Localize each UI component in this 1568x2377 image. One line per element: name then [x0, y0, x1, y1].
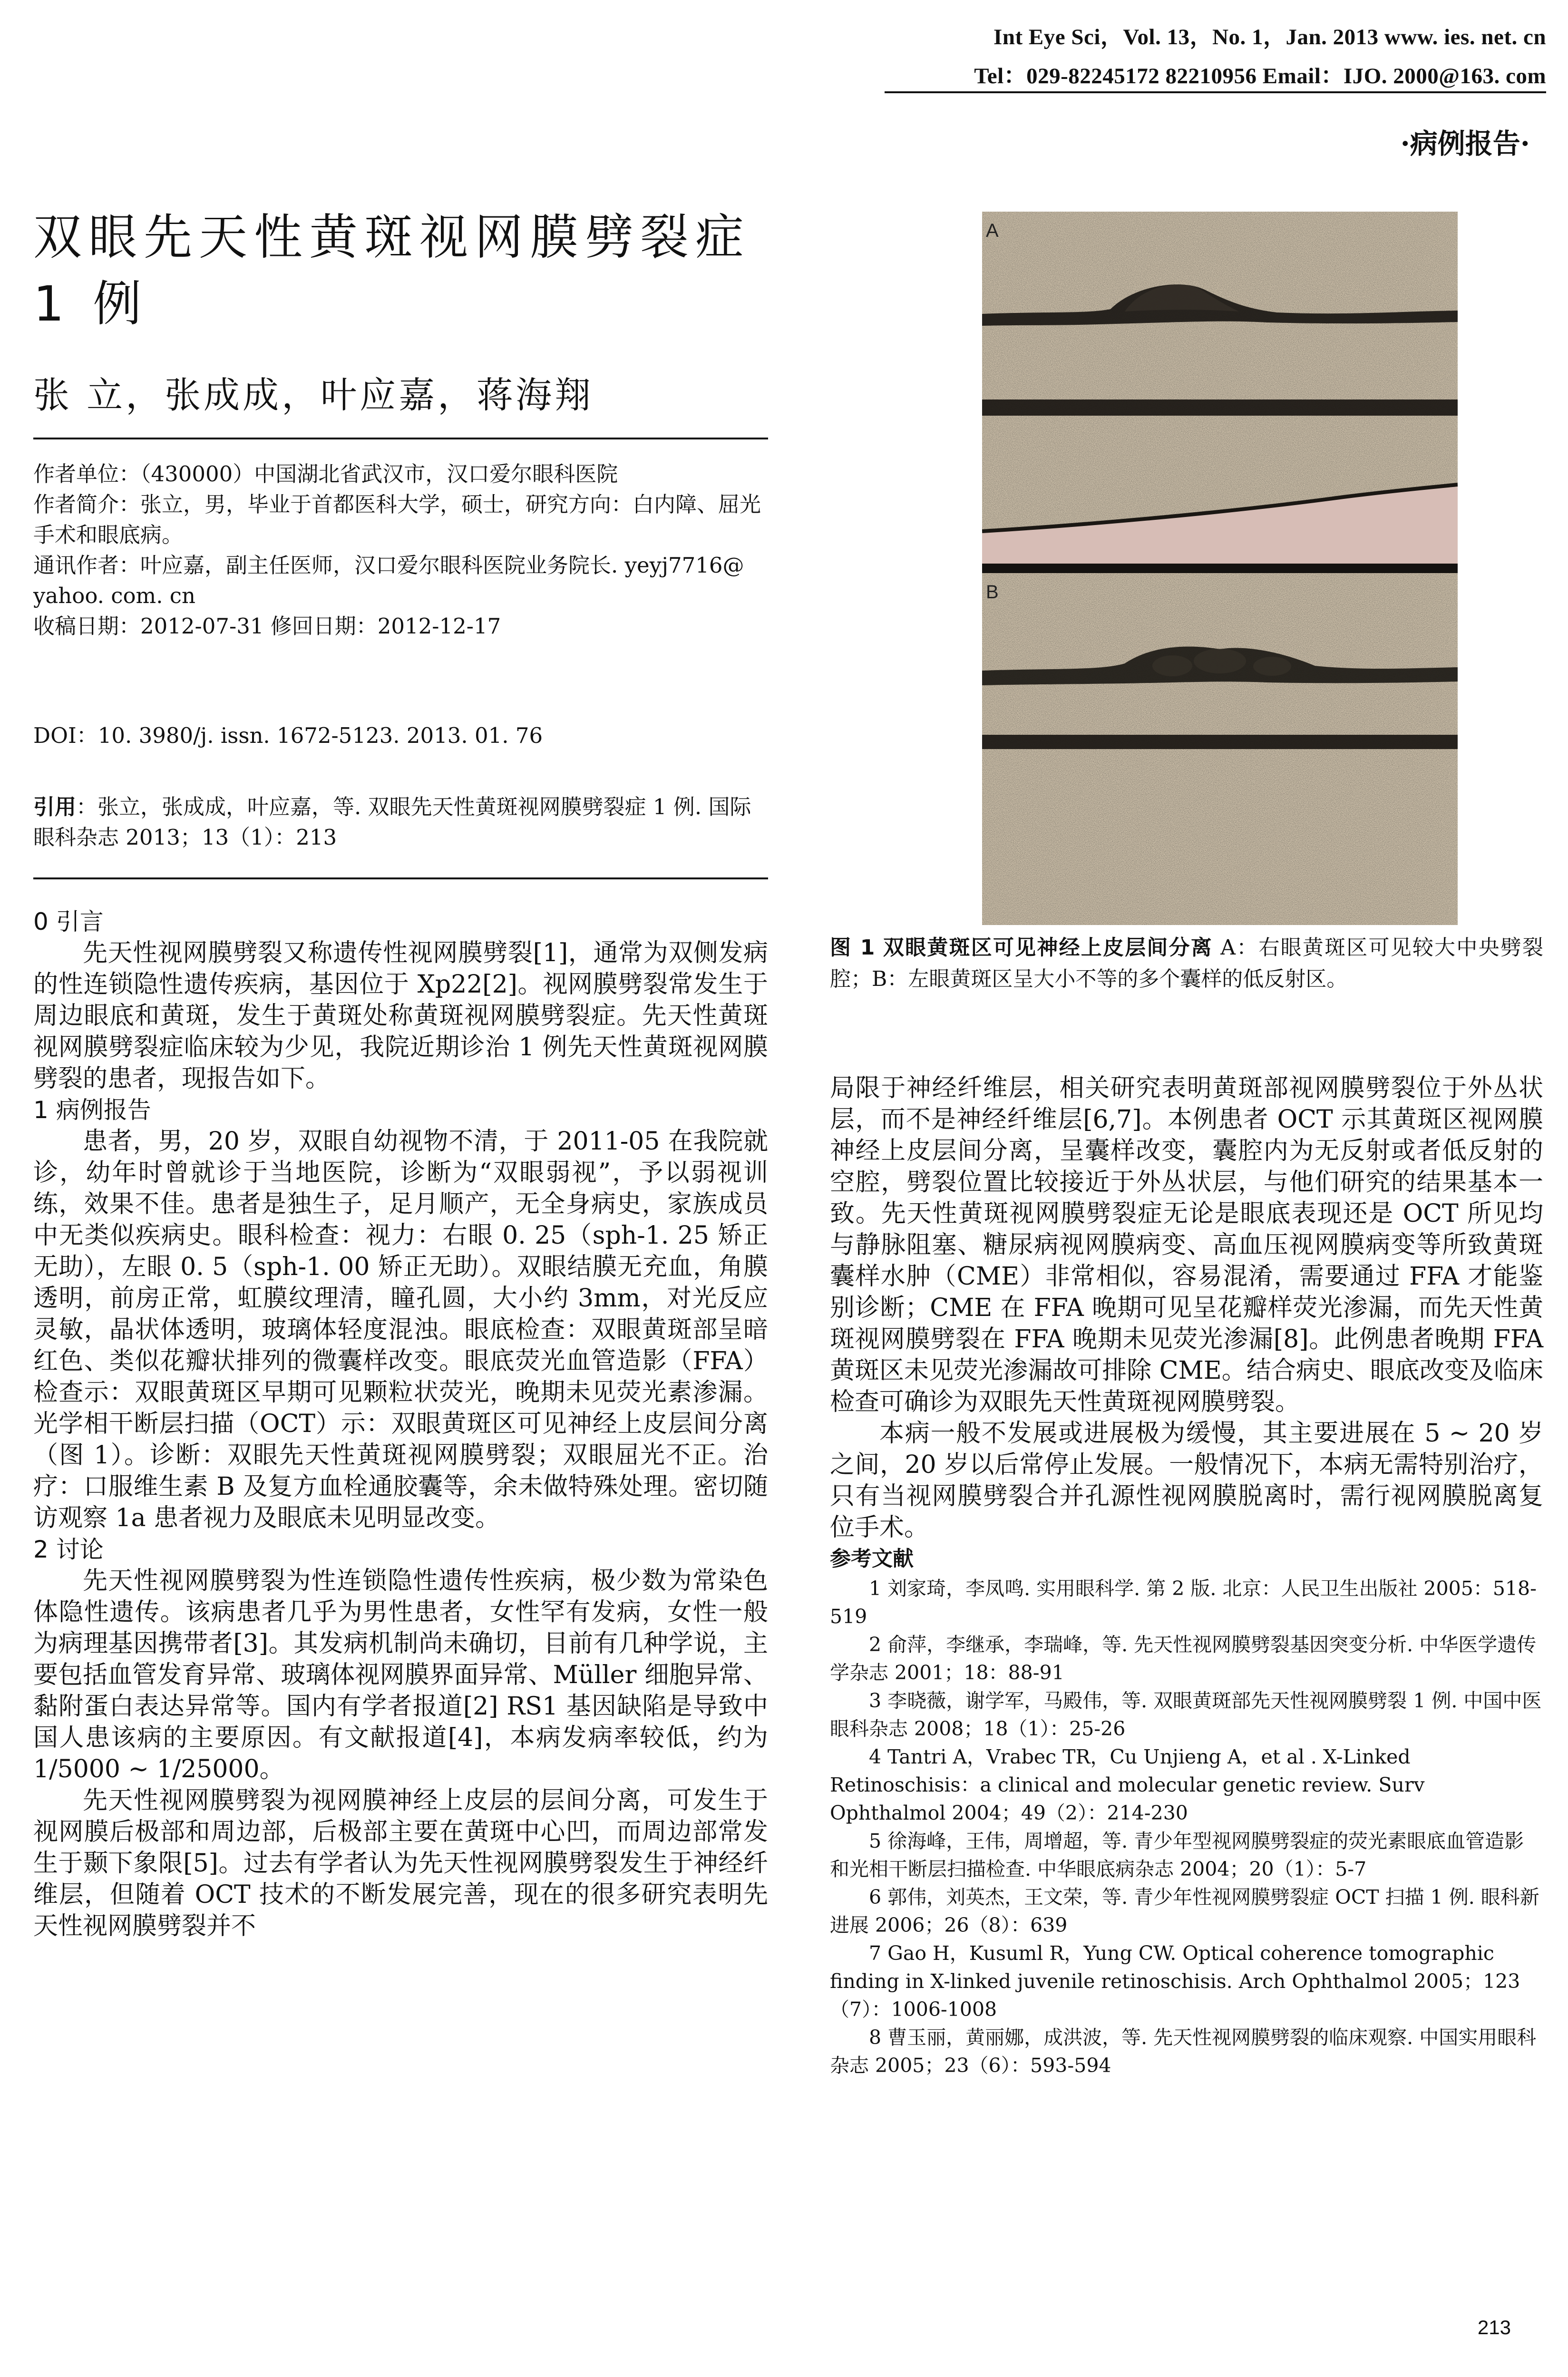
- oct-scan-a-image: [982, 212, 1458, 564]
- citation-text: ：张立，张成成，叶应嘉，等. 双眼先天性黄斑视网膜劈裂症 1 例. 国际眼科杂志 2013；13（1）：213: [33, 794, 751, 850]
- heading-case-report: 1 病例报告: [33, 1096, 151, 1124]
- page-number: 213: [1477, 2316, 1511, 2338]
- citation-label: 引用: [33, 794, 77, 819]
- figure-caption-text: A：右眼黄斑区可见较大中央劈裂腔；B：左眼黄斑区呈大小不等的多个囊样的低反射区。: [830, 935, 1543, 991]
- reference-item: 4 Tantri A，Vrabec TR，Cu Unjieng A，et al . X-Linked Retinoschisis：a clinical and molecular genetic review. Surv Ophthalmol 2004；49（2）：214-230: [830, 1745, 1425, 1824]
- panel-a-label: A: [986, 220, 999, 241]
- reference-item: 8 曹玉丽，黄丽娜，成洪波，等. 先天性视网膜劈裂的临床观察. 中国实用眼科杂志 2005；23（6）：593-594: [830, 2026, 1537, 2077]
- discussion-paragraph-1: 先天性视网膜劈裂为性连锁隐性遗传性疾病，极少数为常染色体隐性遗传。该病患者几乎为男性患者，女性罕有发病，女性一般为病理基因携带者[3]。其发病机制尚未确切，目前有几种学说，主要包括血管发育异常、玻璃体视网膜界面异常、Müller 细胞异常、黏附蛋白表达异常等。国内有学者报道[2] RS1 基因缺陷是导致中国人患该病的主要原因。有文献报道[4]，本病发病率较低，约为 1/5000 ~ 1/25000。: [33, 1567, 768, 1783]
- figure-caption-label: 图 1 双眼黄斑区可见神经上皮层间分离: [830, 935, 1213, 960]
- discussion-paragraph-2: 先天性视网膜劈裂为视网膜神经上皮层的层间分离，可发生于视网膜后极部和周边部，后极部主要在黄斑中心凹，而周边部常发生于颞下象限[5]。过去有学者认为先天性视网膜劈裂发生于神经纤维层，但随着 OCT 技术的不断发展完善，现在的很多研究表明先天性视网膜劈裂并不: [33, 1786, 768, 1940]
- intro-paragraph: 先天性视网膜劈裂又称遗传性视网膜劈裂[1]，通常为双侧发病的性连锁隐性遗传疾病，基因位于 Xp22[2]。视网膜劈裂常发生于周边眼底和黄斑，发生于黄斑处称黄斑视网膜劈裂症。先天性黄斑视网膜劈裂症临床较为少见，我院近期诊治 1 例先天性黄斑视网膜劈裂的患者，现报告如下。: [33, 939, 768, 1093]
- section-tag: ·病例报告·: [1400, 127, 1530, 160]
- journal-header: Int Eye Sci，Vol. 13，No. 1，Jan. 2013 www. ies. net. cn: [993, 25, 1546, 49]
- heading-introduction: 0 引言: [33, 908, 104, 935]
- right-column: [830, 1072, 1543, 2080]
- doi: DOI：10. 3980/j. issn. 1672-5123. 2013. 01. 76: [33, 723, 543, 748]
- discussion-paragraph-4: 本病一般不发展或进展极为缓慢，其主要进展在 5 ~ 20 岁之间，20 岁以后常停止发展。一般情况下，本病无需特别治疗，只有当视网膜劈裂合并孔源性视网膜脱离时，需行视网膜脱离复位手术。: [830, 1419, 1543, 1542]
- left-column: [33, 906, 768, 1942]
- references-heading: 参考文献: [830, 1547, 914, 1571]
- title-rule: [33, 438, 768, 439]
- oct-scan-b-image: [982, 573, 1458, 925]
- citation: [33, 792, 768, 853]
- affiliation: 作者单位：（430000）中国湖北省武汉市，汉口爱尔眼科医院: [33, 461, 618, 487]
- reference-item: 7 Gao H，Kusuml R，Yung CW. Optical coherence tomographic finding in X-linked juvenile retinoschisis. Arch Ophthalmol 2005；123（7）：1006-1008: [830, 1942, 1520, 2021]
- heading-discussion: 2 讨论: [33, 1536, 104, 1563]
- reference-item: 6 郭伟，刘英杰，王文荣，等. 青少年性视网膜劈裂症 OCT 扫描 1 例. 眼科新进展 2006；26（8）：639: [830, 1886, 1539, 1937]
- reference-item: 3 李晓薇，谢学军，马殿伟，等. 双眼黄斑部先天性视网膜劈裂 1 例. 中国中医眼科杂志 2008；18（1）：25-26: [830, 1689, 1542, 1740]
- header-rule: [885, 91, 1546, 93]
- correspondence: 通讯作者：叶应嘉，副主任医师，汉口爱尔眼科医院业务院长. yeyj7716@ yahoo. com. cn: [33, 553, 744, 608]
- authors: 张 立，张成成，叶应嘉，蒋海翔: [33, 374, 594, 416]
- oct-panel-b: [982, 573, 1458, 925]
- article-title: 双眼先天性黄斑视网膜劈裂症 1 例: [33, 209, 750, 332]
- case-paragraph: 患者，男，20 岁，双眼自幼视物不清，于 2011-05 在我院就诊，幼年时曾就诊于当地医院，诊断为“双眼弱视”，予以弱视训练，效果不佳。患者是独生子，足月顺产，无全身病史，家族成员中无类似疾病史。眼科检查：视力：右眼 0. 25（sph-1. 25 矫正无助），左眼 0. 5（sph-1. 00 矫正无助）。双眼结膜无充血，角膜透明，前房正常，虹膜纹理清，瞳孔圆，大小约 3mm，对光反应灵敏，晶状体透明，玻璃体轻度混浊。眼底检查：双眼黄斑部呈暗红色、类似花瓣状排列的微囊样改变。眼底荧光血管造影（FFA）检查示：双眼黄斑区早期可见颗粒状荧光，晚期未见荧光素渗漏。光学相干断层扫描（OCT）示：双眼黄斑区可见神经上皮层间分离（图 1）。诊断：双眼先天性黄斑视网膜劈裂；双眼屈光不正。治疗：口服维生素 B 及复方血栓通胶囊等，余未做特殊处理。密切随访观察 1a 患者视力及眼底未见明显改变。: [33, 1127, 768, 1532]
- author-info: [33, 459, 768, 642]
- reference-item: 1 刘家琦，李凤鸣. 实用眼科学. 第 2 版. 北京：人民卫生出版社 2005：518-519: [830, 1577, 1537, 1628]
- figure-caption: [830, 932, 1543, 995]
- contact-header: Tel：029-82245172 82210956 Email：IJO. 2000@163. com: [974, 64, 1546, 88]
- dates: 收稿日期：2012-07-31 修回日期：2012-12-17: [33, 614, 501, 639]
- meta-rule: [33, 877, 768, 879]
- oct-panel-a: [982, 212, 1458, 564]
- reference-item: 2 俞萍，李继承，李瑞峰，等. 先天性视网膜劈裂基因突变分析. 中华医学遗传学杂志 2001；18：88-91: [830, 1633, 1537, 1684]
- panel-b-label: B: [986, 582, 999, 603]
- reference-item: 5 徐海峰，王伟，周增超，等. 青少年型视网膜劈裂症的荧光素眼底血管造影和光相干断层扫描检查. 中华眼底病杂志 2004；20（1）：5-7: [830, 1830, 1524, 1880]
- discussion-paragraph-3: 局限于神经纤维层，相关研究表明黄斑部视网膜劈裂位于外丛状层，而不是神经纤维层[6,7]。本例患者 OCT 示其黄斑区视网膜神经上皮层间分离，呈囊样改变，囊腔内为无反射或者低反射的空腔，劈裂位置比较接近于外丛状层，与他们研究的结果基本一致。先天性黄斑视网膜劈裂症无论是眼底表现还是 OCT 所见均与静脉阻塞、糖尿病视网膜病变、高血压视网膜病变等所致黄斑囊样水肿（CME）非常相似，容易混淆，需要通过 FFA 才能鉴别诊断；CME 在 FFA 晚期可见呈花瓣样荧光渗漏，而先天性黄斑视网膜劈裂在 FFA 晚期未见荧光渗漏[8]。此例患者晚期 FFA 黄斑区未见荧光渗漏故可排除 CME。结合病史、眼底改变及临床检查可确诊为双眼先天性黄斑视网膜劈裂。: [830, 1074, 1543, 1416]
- oct-figure: [982, 212, 1458, 925]
- author-bio: 作者简介：张立，男，毕业于首都医科大学，硕士，研究方向：白内障、屈光手术和眼底病。: [33, 492, 761, 547]
- reference-list: [830, 1575, 1543, 2080]
